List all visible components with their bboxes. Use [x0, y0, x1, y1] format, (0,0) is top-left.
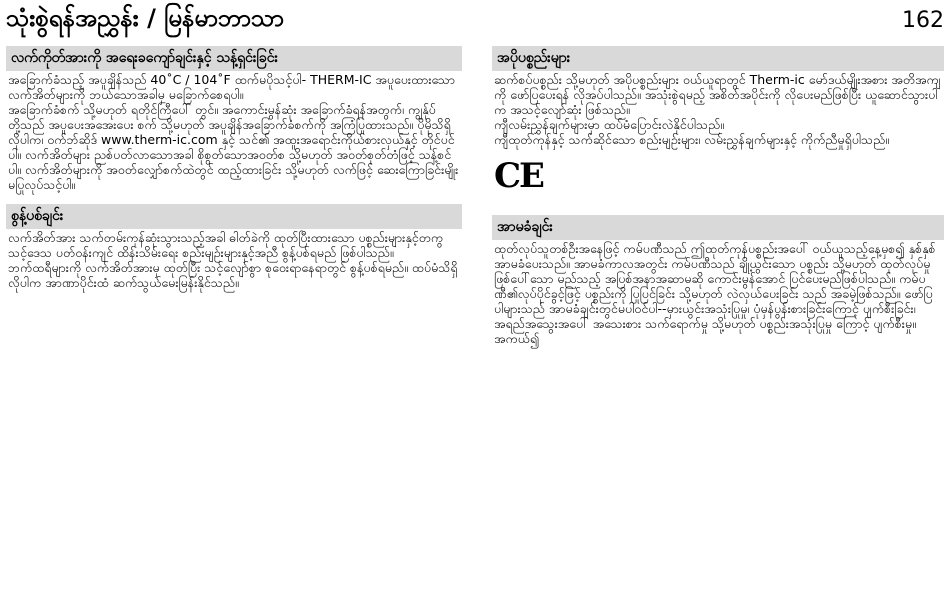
section-title-accessories: အပိုပစ္စည်းများ	[492, 46, 944, 71]
section-title-care: လက်ကိုတ်အားကို အရေးခကျော်ချင်းနှင့် သန့်ရှင်းခြင်း	[6, 46, 462, 71]
section-body-care	[6, 71, 462, 192]
paragraph: ဆက်စပ်ပစ္စည်း သို့မဟုတ် အပိုပစ္စည်းများ ဝယ်ယူရာတွင် Therm-ic မော်ဒယ်မျိုးအစား အတိအကျကို ဖော်ပြပေးရန် လိုအပ်ပါသည်။ အသုံးစွဲရမည့် အစိတ်အပိုင်းကို လိုပေးမည်ဖြစ်ပြီး ယူဆောင်သွားပါက အသင့်လျော်ဆုံး ဖြစ်သည်။	[494, 72, 941, 117]
section-care-cleaning	[6, 46, 462, 192]
section-title-disposal: စွန့်ပစ်ချင်း	[6, 204, 462, 229]
paragraph: ကျီထုတ်ကုန်နှင့် သက်ဆိုင်သော စည်းမျဉ်းများ၊ လမ်းညွှန်ချက်များနှင့် ကိုက်ညီမှုရှိပါသည်။	[494, 132, 889, 147]
section-accessories	[492, 46, 944, 147]
section-title-warranty: အာမခံချင်း	[492, 215, 944, 240]
paragraph: အခြောက်ခံသည့် အပူချိန်သည် 40˚C / 104˚F ထက်မပိုသင့်ပါ- THERM-IC အပူပေးထားသော လက်အိတ်များကို ဘယ်သောအခါမှ မခြောက်စေရပါ။	[8, 72, 456, 102]
section-disposal	[6, 204, 462, 290]
page-number: 162	[902, 7, 944, 33]
ce-mark-icon: CE	[494, 156, 543, 196]
left-column	[6, 46, 462, 302]
section-body-warranty	[492, 240, 944, 346]
right-column	[492, 46, 944, 358]
section-body-disposal	[6, 229, 462, 290]
document-title: သုံးစွဲရန်အညွှန်း / မြန်မာဘာသာ	[6, 4, 285, 32]
paragraph: ဘက်ထရီများကို လက်အိတ်အားမှ ထုတ်ပြီး သင့်လျော်စွာ စုဝေးရာနေရာတွင် စွန့်ပစ်ရမည်။ ထပ်မံသိရှိလိုပါက အာဏာပိုင်းထံ ဆက်သွယ်မေးမြန်းနိုင်သည်။	[8, 260, 458, 290]
paragraph: အခြောက်ခံစက် သို့မဟုတ် ရတိုင်ကြီပေါ် တွင်။ အကောင်းမွန်ဆုံး အခြောက်ခံရန်အတွက်၊ ကျွန်ုပ်တို့သည် အပူပေးအအေးပေး စက် သို့မဟုတ် အပူချိန်အခြောက်ခံစက်ကို အကြံပြုထားသည်။ ပိုမိုသိရှိလိုပါက၊ ဝက်ဘ်ဆိုဒ် www.therm-ic.com နှင့် သင်၏ အထူးအရောင်းကိုယ်စားလှယ်နှင့် တိုင်ပင်ပါ။ လက်အိတ်များ ညစ်ပတ်လာသောအခါ စိုစွတ်သောအဝတ်စ သို့မဟုတ် အဝတ်စုတ်တံဖြင့် သန့်စင်ပါ။ လက်အိတ်များကို အဝတ်လျှော်စက်ထဲတွင် ထည့်ထားခြင်း သို့မဟုတ် လက်ဖြင့် ဆေးကြောခြင်းမျိုး မပြုလုပ်သင့်ပါ။	[8, 102, 459, 192]
section-body-accessories	[492, 71, 944, 147]
paragraph: လက်အိတ်အား သက်တမ်းကုန်ဆုံးသွားသည့်အခါ ဓါတ်ခဲကို ထုတ်ပြီးထားသော ပစ္စည်းများနှင့်တကွ သင့်ဒေသ ပတ်ဝန်းကျင် ထိန်းသိမ်းရေး စည်းမျဉ်းများနှင့်အညီ စွန့်ပစ်ရမည် ဖြစ်ပါသည်။	[8, 230, 444, 260]
paragraph: ထုတ်လုပ်သူတစ်ဦးအနေဖြင့် ကမ်ပဏီသည် ဤထုတ်ကုန်ပစ္စည်းအပေါ် ဝယ်ယူသည့်နေ့မှစ၍ နှစ်နှစ် အာမခံပေးသည်။ အာမခံကာလအတွင်း ကမ်ပဏီသည် ချို့ယွင်းသော ပစ္စည်း သို့မဟုတ် ထုတ်လုပ်မှုဖြစ်ပေါ်သော မည်သည့် အပြစ်အနာအဆာမဆို ကောင်းမွန်အောင် ပြင်ပေးမည်ဖြစ်ပါသည်။ ကမ်ပဏီ၏လုပ်ပိုင်ခွင့်ဖြင့် ပစ္စည်းကို ပြုပြင်ခြင်း သို့မဟုတ် လဲလှယ်ပေးခြင်း သည် အခမဲ့ဖြစ်သည်။ ဖော်ပြပါများသည် အာမခံချင်းတွင်မပါဝင်ပါ--မှားယွင်းအသုံးပြုမှု၊ ပုံမှန်ပွန်းစားခြင်းကြောင့် ပျက်စီးခြင်း၊ အရည်အသွေးအပေါ် အသေးစား သက်ရောက်မှု သို့မဟုတ် ပစ္စည်းအသုံးပြုမှု ကြောင့် ပျက်စီးမှု။ အကယ်၍	[494, 241, 936, 346]
page-header	[6, 2, 944, 38]
paragraph: ကျီလမ်းညွှန်ချက်များမှာ ထပ်မံပြောင်းလဲနိုင်ပါသည်။	[494, 117, 724, 132]
section-warranty	[492, 215, 944, 346]
